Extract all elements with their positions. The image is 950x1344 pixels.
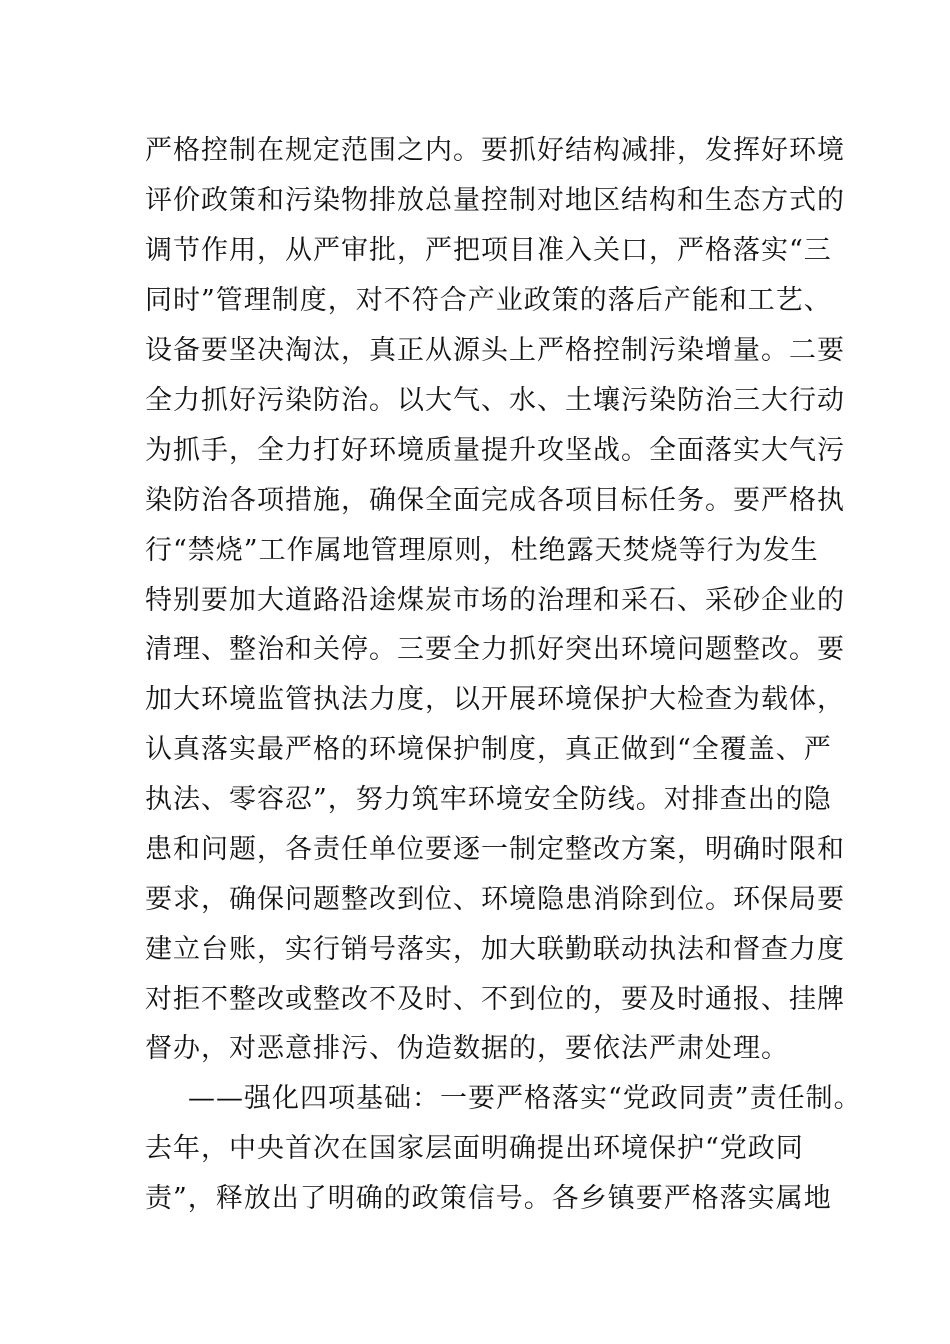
text-line: 评价政策和污染物排放总量控制对地区结构和生态方式的 [145,185,845,216]
text-line: 执法、零容忍”，努力筑牢环境安全防线。对排查出的隐 [145,784,832,815]
text-line: 建立台账，实行销号落实，加大联勤联动执法和督查力度 [145,934,845,965]
text-line: 同时”管理制度，对不符合产业政策的落后产能和工艺、 [145,285,832,316]
text-line: 设备要坚决淘汰，真正从源头上严格控制污染增量。二要 [145,335,845,366]
text-line: 调节作用，从严审批，严把项目准入关口，严格落实“三 [145,235,832,266]
text-line: 对拒不整改或整改不及时、不到位的，要及时通报、挂牌 [145,984,845,1015]
text-line: 责”，释放出了明确的政策信号。各乡镇要严格落实属地 [145,1183,832,1214]
text-line: 染防治各项措施，确保全面完成各项目标任务。要严格执 [145,485,845,516]
text-line: 要求，确保问题整改到位、环境隐患消除到位。环保局要 [145,884,845,915]
text-line: 全力抓好污染防治。以大气、水、土壤污染防治三大行动 [145,385,845,416]
text-line: 认真落实最严格的环境保护制度，真正做到“全覆盖、严 [145,734,832,765]
text-line: 患和问题，各责任单位要逐一制定整改方案，明确时限和 [145,834,845,865]
text-line: 加大环境监管执法力度，以开展环境保护大检查为载体， [145,684,845,715]
text-line: 严格控制在规定范围之内。要抓好结构减排，发挥好环境 [145,135,845,166]
text-line: 督办，对恶意排污、伪造数据的，要依法严肃处理。 [145,1033,789,1064]
text-line: ——强化四项基础：一要严格落实“党政同责”责任制。 [188,1083,862,1114]
text-line: 清理、整治和关停。三要全力抓好突出环境问题整改。要 [145,634,845,665]
text-line: 特别要加大道路沿途煤炭市场的治理和采石、采砂企业的 [145,585,845,616]
text-line: 行“禁烧”工作属地管理原则，杜绝露天焚烧等行为发生 [145,535,819,566]
text-line: 为抓手，全力打好环境质量提升攻坚战。全面落实大气污 [145,435,845,466]
text-line: 去年，中央首次在国家层面明确提出环境保护“党政同 [145,1133,804,1164]
